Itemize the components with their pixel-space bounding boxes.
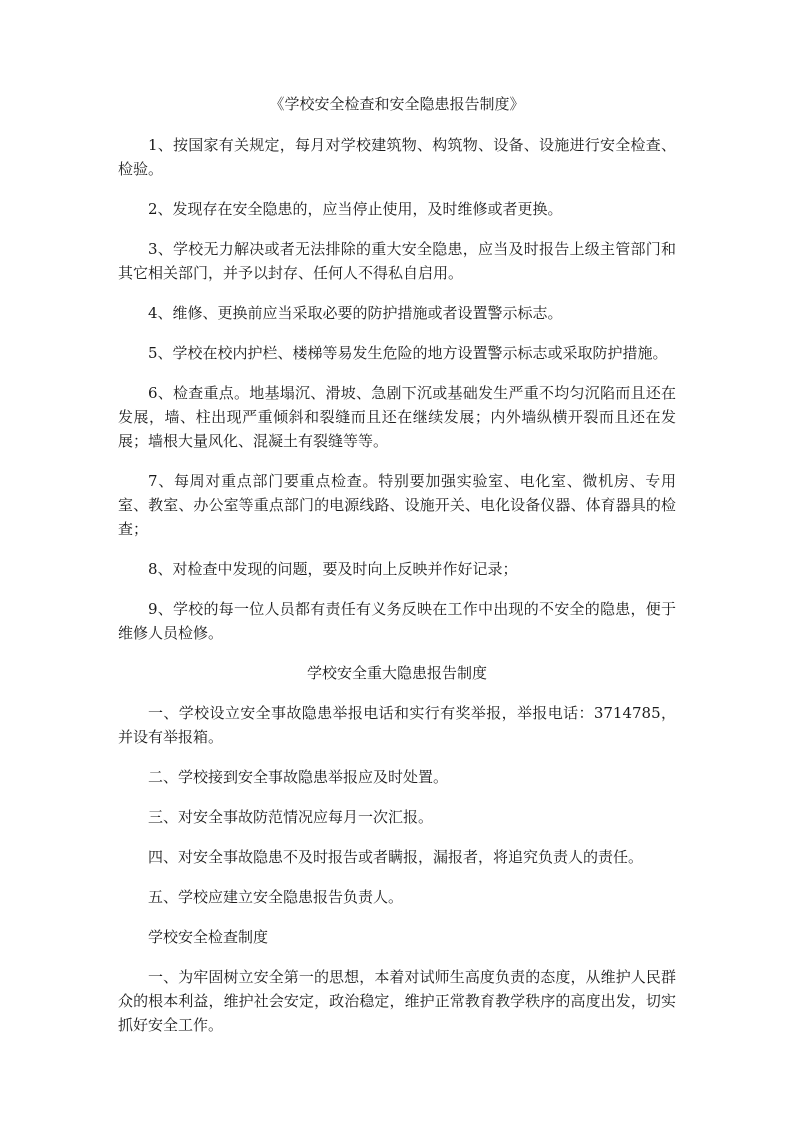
rule-item-4: 4、维修、更换前应当采取必要的防护措施或者设置警示标志。: [148, 304, 563, 322]
rule-item-7: 7、每周对重点部门要重点检查。特别要加强实验室、电化室、微机房、专用室、教室、办公室等重点部门的电源线路、设施开关、电化设备仪器、体育器具的检查；: [118, 472, 676, 538]
section-title-major-hazard: 学校安全重大隐患报告制度: [306, 664, 487, 682]
rule-item-8: 8、对检查中发现的问题，要及时向上反映并作好记录；: [148, 560, 518, 578]
inspection-item-1: 一、为牢固树立安全第一的思想，本着对试师生高度负责的态度，从维护人民群众的根本利益，维护社会安定，政治稳定，维护正常教育教学秩序的高度出发，切实抓好安全工作。: [118, 968, 676, 1034]
rule-item-3: 3、学校无力解决或者无法排除的重大安全隐患，应当及时报告上级主管部门和其它相关部门，并予以封存、任何人不得私自启用。: [118, 240, 676, 282]
rule-item-9: 9、学校的每一位人员都有责任有义务反映在工作中出现的不安全的隐患，便于维修人员检修。: [118, 600, 676, 642]
rule-item-5: 5、学校在校内护栏、楼梯等易发生危险的地方设置警示标志或采取防护措施。: [148, 344, 668, 362]
rule-item-1: 1、按国家有关规定，每月对学校建筑物、构筑物、设备、设施进行安全检查、检验。: [118, 136, 676, 178]
hazard-item-3: 三、对安全事故防范情况应每月一次汇报。: [148, 808, 434, 826]
hazard-item-1: 一、学校设立安全事故隐患举报电话和实行有奖举报，举报电话：3714785，并设有举报箱。: [118, 704, 676, 746]
document-page: [118, 92, 676, 1053]
rule-item-2: 2、发现存在安全隐患的，应当停止使用，及时维修或者更换。: [148, 200, 563, 218]
hazard-item-2: 二、学校接到安全事故隐患举报应及时处置。: [148, 768, 449, 786]
hazard-item-4: 四、对安全事故隐患不及时报告或者瞒报，漏报者，将追究负责人的责任。: [148, 848, 644, 866]
rule-item-6: 6、检查重点。地基塌沉、滑坡、急剧下沉或基础发生严重不均匀沉陷而且还在发展，墙、柱出现严重倾斜和裂缝而且还在继续发展；内外墙纵横开裂而且还在发展；墙根大量风化、混凝土有裂缝等等。: [118, 384, 676, 450]
hazard-item-5: 五、学校应建立安全隐患报告负责人。: [148, 888, 404, 906]
document-title: 《学校安全检查和安全隐患报告制度》: [269, 95, 525, 113]
section-title-inspection: 学校安全检查制度: [148, 928, 269, 946]
